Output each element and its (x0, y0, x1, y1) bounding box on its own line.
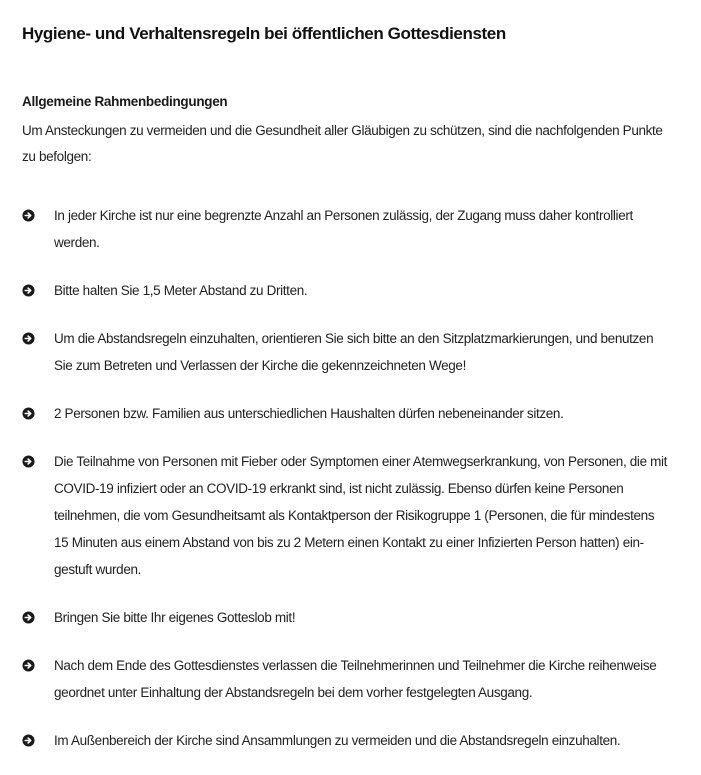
circled-arrow-right-icon (22, 659, 35, 672)
list-item (22, 400, 670, 427)
circled-arrow-right-icon (22, 209, 35, 222)
circled-arrow-right-icon (22, 284, 35, 297)
list-item (22, 727, 670, 754)
circled-arrow-right-icon (22, 407, 35, 420)
list-item-text: Bringen Sie bitte Ihr eigenes Gotteslob mit! (54, 610, 296, 625)
list-item-text: 2 Personen bzw. Familien aus unterschiedlichen Haushalten dürfen nebeneinander sitzen. (54, 406, 564, 421)
intro-paragraph: Um Ansteckungen zu vermeiden und die Gesundheit aller Gläubigen zu schützen, sind die nachfolgenden Punkte zu befolgen: (22, 123, 663, 164)
list-item (22, 325, 670, 379)
list-item (22, 277, 670, 304)
rules-list (22, 202, 682, 754)
circled-arrow-right-icon (22, 611, 35, 624)
section-heading: Allgemeine Rahmenbedingungen (22, 94, 228, 109)
document-page (22, 22, 682, 775)
list-item-text: Nach dem Ende des Gottesdienstes verlassen die Teilnehmerinnen und Teilnehmer die Kirche reihenweise geordnet unter Einhaltung der Abstandsregeln bei dem vorher festgelegten Ausgang. (54, 658, 657, 700)
list-item (22, 202, 670, 256)
list-item (22, 604, 670, 631)
page-title: Hygiene- und Verhaltensregeln bei öffentlichen Gottesdiensten (22, 24, 506, 43)
circled-arrow-right-icon (22, 332, 35, 345)
list-item-text: Bitte halten Sie 1,5 Meter Abstand zu Dritten. (54, 283, 308, 298)
list-item (22, 652, 670, 706)
circled-arrow-right-icon (22, 455, 35, 468)
list-item (22, 448, 670, 583)
list-item-text: Im Außenbereich der Kirche sind Ansammlungen zu vermeiden und die Abstandsregeln einzuhalten. (54, 733, 621, 748)
list-item-text: Die Teilnahme von Personen mit Fieber oder Symptomen einer Atemwegserkrankung, von Personen, die mit COVID-19 infiziert oder an COVID-19 erkrankt sind, ist nicht zulässig. Ebenso dürfen keine Personen teilnehmen, die vom Gesundheitsamt als Kontaktperson der Risikogruppe 1 (Personen, die für mindestens 15 Minuten aus einem Abstand von bis zu 2 Metern einen Kontakt zu einer Infizierten Person hatten) ein-gestuft wurden. (54, 454, 668, 577)
list-item-text: Um die Abstandsregeln einzuhalten, orientieren Sie sich bitte an den Sitzplatzmarkierungen, und benutzen Sie zum Betreten und Verlassen der Kirche die gekennzeichneten Wege! (54, 331, 654, 373)
list-item-text: In jeder Kirche ist nur eine begrenzte Anzahl an Personen zulässig, der Zugang muss daher kontrolliert werden. (54, 208, 633, 250)
circled-arrow-right-icon (22, 734, 35, 747)
